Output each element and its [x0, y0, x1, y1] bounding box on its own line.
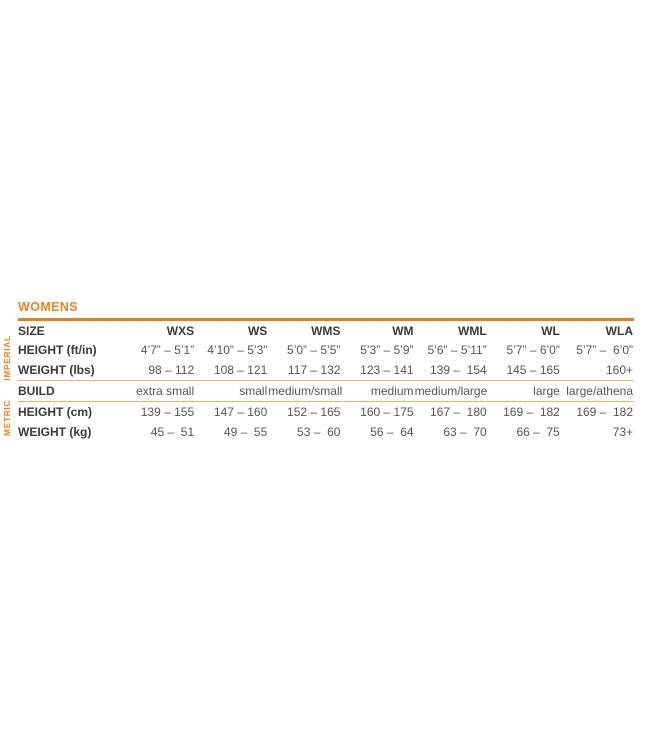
table-cell: 167 – 180: [429, 405, 487, 419]
table-cell: 49 – 55: [223, 425, 268, 439]
table-cell: large/athena: [561, 381, 634, 402]
table-cell: 73+: [612, 425, 633, 439]
table-row-weight-kg: [18, 422, 634, 442]
size-table: [18, 321, 634, 442]
table-cell: 66 – 75: [516, 425, 560, 439]
table-cell: 5’0” – 5’5”: [287, 343, 341, 357]
table-cell: 5’6” – 5’11”: [427, 343, 487, 357]
table-cell: large: [488, 381, 561, 402]
table-cell: 5’3” – 5’9”: [360, 343, 414, 357]
womens-size-chart: [18, 300, 634, 442]
table-row-height-cm: [18, 402, 634, 423]
table-cell: 145 – 165: [506, 363, 560, 377]
table-cell: medium: [341, 381, 414, 402]
table-cell: 169 – 182: [503, 405, 560, 419]
column-header-wms: WMS: [311, 323, 341, 338]
table-header-row: [18, 321, 634, 340]
table-cell: 56 – 64: [370, 425, 414, 439]
table-row-build: [18, 381, 634, 402]
table-cell: 98 – 112: [148, 363, 195, 377]
column-header-wml: WML: [458, 323, 487, 338]
chart-title: WOMENS: [18, 300, 79, 314]
table-cell: 169 – 182: [576, 405, 633, 419]
column-header-wl: WL: [541, 323, 560, 338]
table-cell: extra small: [122, 381, 195, 402]
imperial-side-label: IMPERIAL: [2, 335, 12, 381]
table-cell: 160+: [605, 363, 633, 377]
row-label-weight-kg: WEIGHT (kg): [18, 425, 92, 439]
table-cell: small: [195, 381, 268, 402]
row-label-build: BUILD: [18, 381, 122, 402]
table-cell: 152 – 165: [287, 405, 341, 419]
table-cell: 5’7” – 6’0”: [506, 343, 560, 357]
table-cell: 147 – 160: [213, 405, 268, 419]
table-cell: 4’10” – 5’3”: [207, 343, 268, 357]
row-label-weight-lbs: WEIGHT (lbs): [18, 363, 95, 377]
column-header-wla: WLA: [605, 323, 633, 338]
table-row-weight-lbs: [18, 360, 634, 381]
table-cell: 139 – 154: [429, 363, 487, 377]
metric-side-label: METRIC: [2, 399, 12, 437]
table-cell: 45 – 51: [150, 425, 195, 439]
table-cell: 117 – 132: [287, 363, 341, 377]
column-header-size: SIZE: [18, 323, 45, 338]
table-cell: 123 – 141: [360, 363, 414, 377]
column-header-ws: WS: [247, 323, 268, 338]
table-cell: 4’7” – 5’1”: [140, 343, 195, 357]
table-cell: 5’7” – 6’0”: [576, 343, 633, 357]
table-cell: medium/small: [268, 381, 341, 402]
table-cell: 139 – 155: [140, 405, 195, 419]
table-cell: 53 – 60: [297, 425, 341, 439]
column-header-wm: WM: [392, 323, 414, 338]
column-header-wxs: WXS: [166, 323, 195, 338]
table-row-height-ftin: [18, 340, 634, 360]
row-label-height-ftin: HEIGHT (ft/in): [18, 343, 97, 357]
table-cell: medium/large: [415, 381, 488, 402]
row-label-height-cm: HEIGHT (cm): [18, 405, 93, 419]
table-cell: 63 – 70: [443, 425, 487, 439]
table-cell: 108 – 121: [213, 363, 268, 377]
table-cell: 160 – 175: [360, 405, 414, 419]
